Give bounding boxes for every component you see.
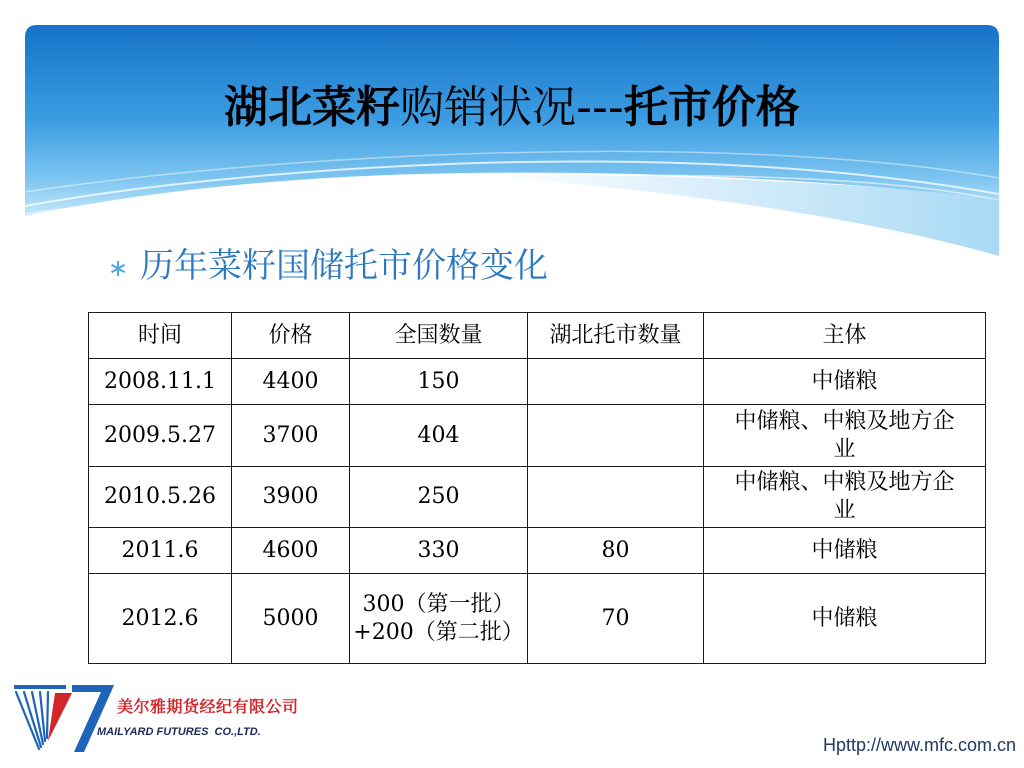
header-price: 价格 [232,313,350,359]
header-time: 时间 [89,313,232,359]
header-hubei-quantity: 湖北托市数量 [528,313,704,359]
table-header-row [89,313,986,359]
cell-entity-text: 中储粮、中粮及地方企业 [734,470,955,523]
footer-url: Hpttp://www.mfc.com.cn [822,735,1016,755]
logo-stripes [16,692,48,749]
table-row [89,574,986,664]
cell-price: 3700 [232,405,350,467]
cell-price: 5000 [232,574,350,664]
cell-time: 2009.5.27 [89,405,232,467]
cell-time: 2011.6 [89,528,232,574]
bullet-icon: ∗ [108,254,129,282]
title-banner [0,0,1024,270]
company-name-cn: 美尔雅期货经纪有限公司 [117,697,299,716]
bullet-text: 历年菜籽国储托市价格变化 [140,246,548,286]
cell-national-quantity: 250 [350,467,528,528]
cell-price: 4400 [232,359,350,405]
cell-entity-text: 中储粮 [811,605,878,631]
cell-line-second-batch: +200（第二批） [353,619,524,645]
cell-national-quantity: 404 [350,405,528,467]
cell-time: 2010.5.26 [89,467,232,528]
cell-price: 3900 [232,467,350,528]
logo-diagonal-stem [74,692,111,752]
cell-national-quantity: 330 [350,528,528,574]
cell-entity [704,467,986,528]
header-national-quantity: 全国数量 [350,313,528,359]
cell-entity-text: 中储粮、中粮及地方企业 [734,408,955,462]
table-row [89,528,986,574]
cell-national-quantity [350,574,528,664]
logo-stripe [47,692,48,738]
table-row [89,359,986,405]
cell-price: 4600 [232,528,350,574]
cell-entity [704,528,986,574]
title-part-regular: 购销状况--- [400,82,624,133]
cell-hubei-quantity [528,467,704,528]
cell-time: 2012.6 [89,574,232,664]
table-row [89,405,986,467]
cell-line-first-batch: 300（第一批） [362,591,515,617]
bullet-item [108,245,608,287]
cell-time: 2008.11.1 [89,359,232,405]
cell-hubei-quantity [528,405,704,467]
cell-hubei-quantity [528,359,704,405]
company-name-en: MAILYARD FUTURES CO.,LTD. [97,726,261,738]
cell-entity-text: 中储粮 [811,368,878,394]
table-row [89,467,986,528]
cell-entity-text: 中储粮 [811,537,878,563]
title-part-bold-end: 托市价格 [623,82,800,133]
cell-entity [704,574,986,664]
logo-top-bar-right [72,685,114,692]
price-table [88,312,986,664]
logo-top-bar-left [14,685,66,689]
header-entity: 主体 [704,313,986,359]
cell-hubei-quantity: 80 [528,528,704,574]
cell-hubei-quantity: 70 [528,574,704,664]
cell-entity [704,405,986,467]
title-part-bold-start: 湖北菜籽 [224,82,401,133]
logo-red-triangle [48,693,72,741]
company-logo [6,681,116,755]
cell-national-quantity: 150 [350,359,528,405]
slide-title [0,82,1024,134]
cell-entity [704,359,986,405]
